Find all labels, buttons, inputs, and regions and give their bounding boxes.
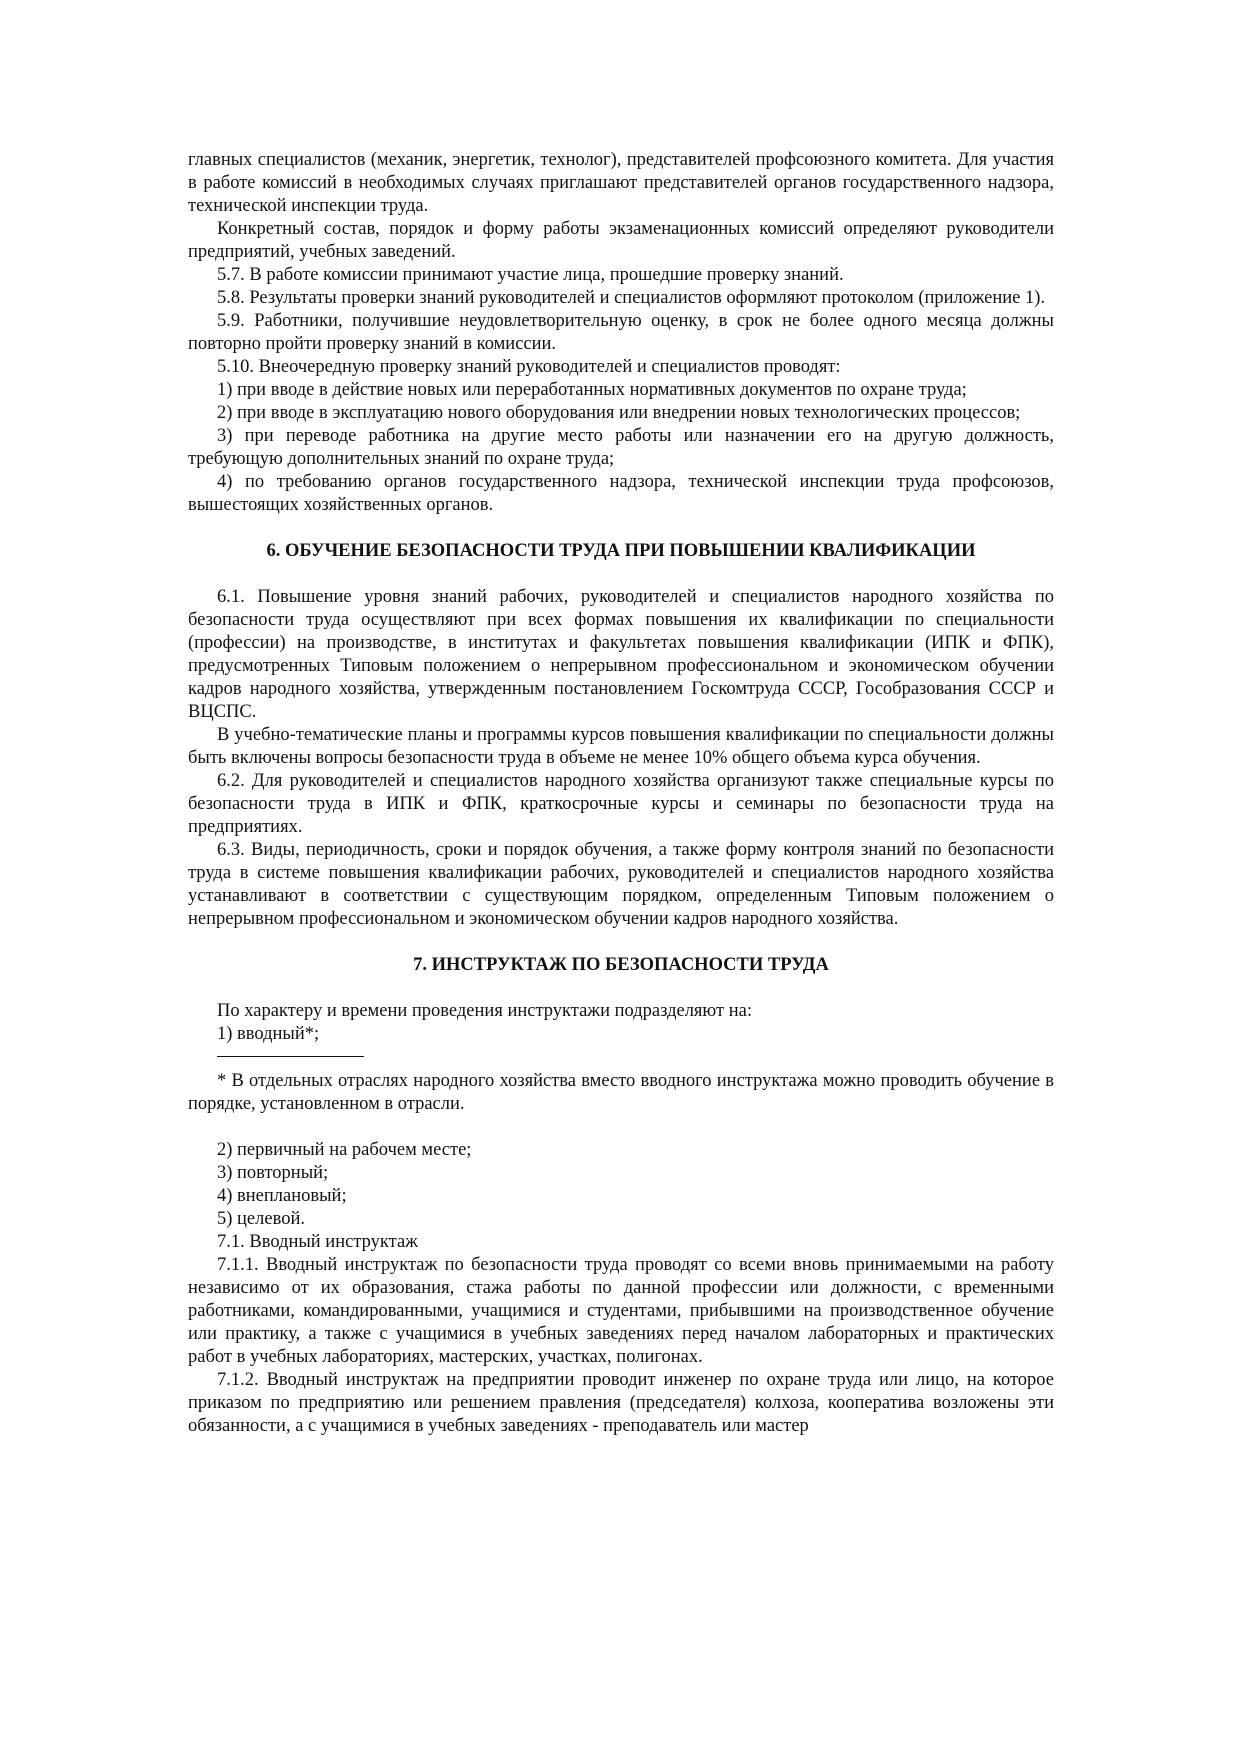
paragraph: 7.1.1. Вводный инструктаж по безопасности труда проводят со всеми вновь принимаемыми на работу независимо от их образования, стажа работы по данной профессии или должности, с временными работниками, командированными, учащимися и студентами, прибывшими на производственное обучение или практику, а также с учащимися в учебных заведениях перед началом лабораторных и практических работ в учебных лабораториях, мастерских, участках, полигонах. xyxy=(188,1255,1054,1367)
list-item: 3) повторный; xyxy=(217,1163,329,1183)
section-heading: 7. ИНСТРУКТАЖ ПО БЕЗОПАСНОСТИ ТРУДА xyxy=(413,955,829,975)
paragraph: По характеру и времени проведения инструктажи подразделяют на: xyxy=(217,1001,752,1021)
list-item: 2) первичный на рабочем месте; xyxy=(217,1140,472,1160)
footnote: * В отдельных отраслях народного хозяйства вместо вводного инструктажа можно проводить обучение в порядке, установленном в отрасли. xyxy=(188,1071,1054,1114)
paragraph: главных специалистов (механик, энергетик, технолог), представителей профсоюзного комитета. Для участия в работе комиссий в необходимых случаях приглашают представителей органов государственного надзора, технической инспекции труда. xyxy=(188,150,1054,216)
list-item: 5) целевой. xyxy=(217,1209,305,1229)
spacer xyxy=(188,563,1054,586)
spacer xyxy=(188,517,1054,540)
paragraph: 7.1.2. Вводный инструктаж на предприятии проводит инженер по охране труда или лицо, на которое приказом по предприятию или решением правления (председателя) колхоза, кооператива возложены эти обязанности, а с учащимися в учебных заведениях - преподаватель или мастер xyxy=(188,1370,1054,1436)
paragraph: 5.10. Внеочередную проверку знаний руководителей и специалистов проводят: xyxy=(217,357,841,377)
spacer xyxy=(188,931,1054,954)
spacer xyxy=(188,1116,1054,1139)
section-heading: 6. ОБУЧЕНИЕ БЕЗОПАСНОСТИ ТРУДА ПРИ ПОВЫШЕНИИ КВАЛИФИКАЦИИ xyxy=(266,541,976,561)
list-item: 1) при вводе в действие новых или переработанных нормативных документов по охране труда; xyxy=(217,380,967,400)
subsection-title: 7.1. Вводный инструктаж xyxy=(217,1232,418,1252)
list-item: 2) при вводе в эксплуатацию нового оборудования или внедрении новых технологических процессов; xyxy=(217,403,1021,423)
paragraph: 6.2. Для руководителей и специалистов народного хозяйства организуют также специальные курсы по безопасности труда в ИПК и ФПК, краткосрочные курсы и семинары по безопасности труда на предприятиях. xyxy=(188,771,1054,837)
paragraph: Конкретный состав, порядок и форму работы экзаменационных комиссий определяют руководители предприятий, учебных заведений. xyxy=(188,219,1054,262)
document-page xyxy=(188,149,1054,1438)
list-item: 3) при переводе работника на другие место работы или назначении его на другую должность, требующую дополнительных знаний по охране труда; xyxy=(188,426,1054,469)
paragraph: 5.8. Результаты проверки знаний руководителей и специалистов оформляют протоколом (приложение 1). xyxy=(217,288,1045,308)
list-item: 1) вводный*; xyxy=(217,1024,320,1044)
paragraph: 5.9. Работники, получившие неудовлетворительную оценку, в срок не более одного месяца должны повторно пройти проверку знаний в комиссии. xyxy=(188,311,1054,354)
list-item: 4) внеплановый; xyxy=(217,1186,347,1206)
list-item: 4) по требованию органов государственного надзора, технической инспекции труда профсоюзов, вышестоящих хозяйственных органов. xyxy=(188,472,1054,515)
paragraph: 6.3. Виды, периодичность, сроки и порядок обучения, а также форму контроля знаний по безопасности труда в системе повышения квалификации рабочих, руководителей и специалистов народного хозяйства устанавливают в соответствии с существующим порядком, определенным Типовым положением о непрерывном профессиональном и экономическом обучении кадров народного хозяйства. xyxy=(188,840,1054,929)
spacer xyxy=(188,977,1054,1000)
paragraph: 6.1. Повышение уровня знаний рабочих, руководителей и специалистов народного хозяйства по безопасности труда осуществляют при всех формах повышения их квалификации по специальности (профессии) на производстве, в институтах и факультетах повышения квалификации (ИПК и ФПК), предусмотренных Типовым положением о непрерывном профессиональном и экономическом обучении кадров народного хозяйства, утвержденным постановлением Госкомтруда СССР, Гособразования СССР и ВЦСПС. xyxy=(188,587,1054,722)
spacer xyxy=(188,1057,1054,1070)
paragraph: В учебно-тематические планы и программы курсов повышения квалификации по специальности должны быть включены вопросы безопасности труда в объеме не менее 10% общего объема курса обучения. xyxy=(188,725,1054,768)
paragraph: 5.7. В работе комиссии принимают участие лица, прошедшие проверку знаний. xyxy=(217,265,844,285)
